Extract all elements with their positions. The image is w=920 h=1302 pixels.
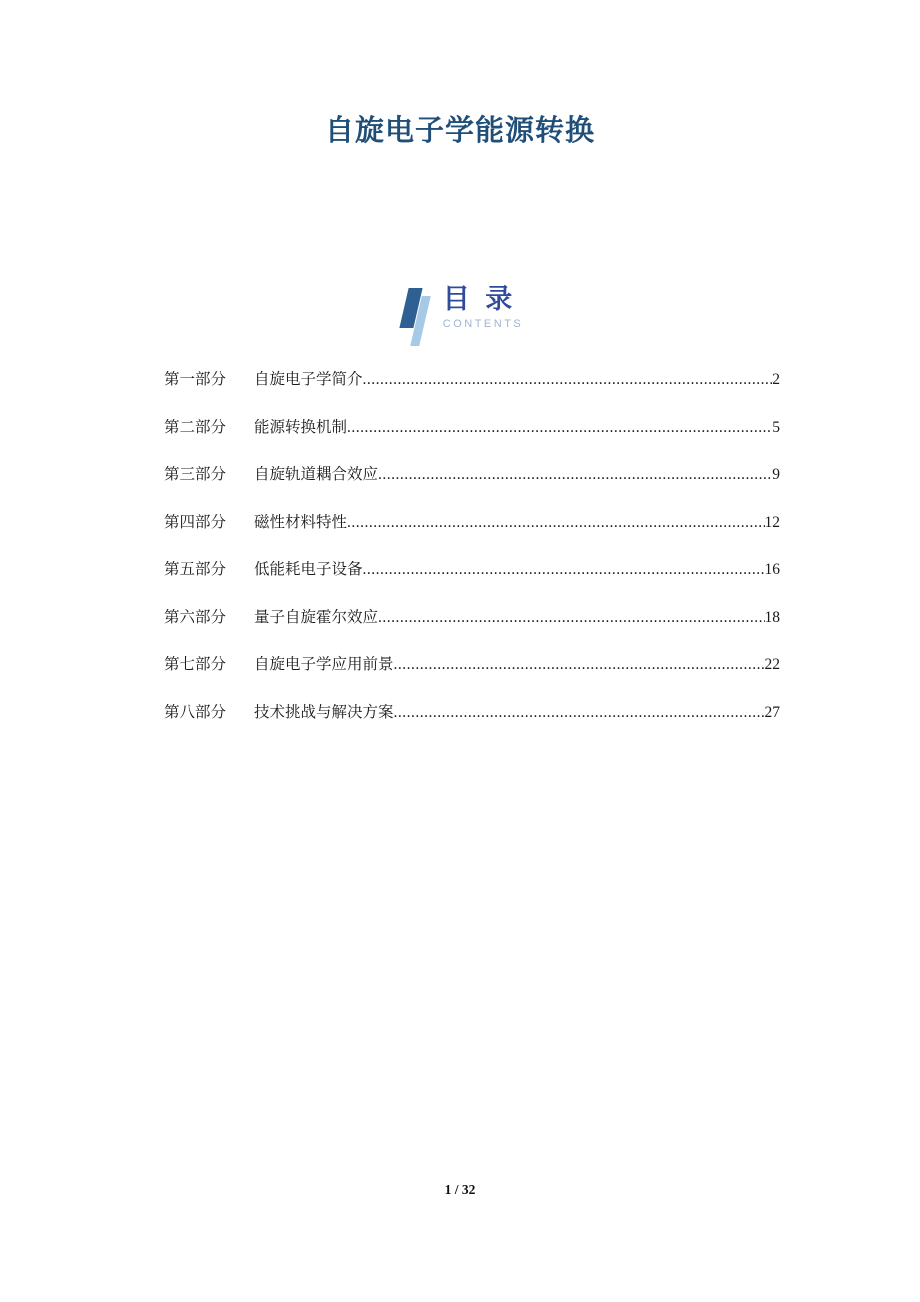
toc-dot-leader <box>363 561 765 577</box>
toc-entry[interactable] <box>164 462 780 510</box>
toc-entry-page: 22 <box>764 656 780 673</box>
toc-dot-leader <box>347 419 772 435</box>
toc-entry-label: 第一部分 <box>164 371 227 388</box>
toc-entry[interactable] <box>164 367 780 415</box>
toc-entry-title: 量子自旋霍尔效应 <box>254 608 379 626</box>
toc-entry[interactable] <box>164 510 780 558</box>
toc-entry-title: 技术挑战与解决方案 <box>254 703 394 721</box>
toc-list <box>164 367 780 747</box>
toc-dot-leader <box>394 656 765 672</box>
toc-heading-group <box>443 285 524 330</box>
toc-entry-label: 第七部分 <box>164 656 227 673</box>
toc-entry-page: 12 <box>764 513 780 531</box>
toc-entry-page: 16 <box>764 561 780 578</box>
document-title: 自旋电子学能源转换 <box>324 115 595 147</box>
toc-entry-title: 磁性材料特性 <box>254 513 348 531</box>
toc-entry-title: 能源转换机制 <box>254 418 348 436</box>
toc-entry-title: 自旋电子学简介 <box>254 371 363 388</box>
toc-dot-leader <box>378 466 772 482</box>
toc-dot-leader <box>378 609 764 625</box>
toc-dot-leader <box>394 704 765 720</box>
toc-entry-label: 第三部分 <box>164 466 227 483</box>
toc-entry-label: 第四部分 <box>164 513 227 531</box>
toc-entry[interactable] <box>164 652 780 700</box>
toc-entry-title: 自旋轨道耦合效应 <box>254 466 379 483</box>
page-number-indicator: 1 / 32 <box>444 1182 476 1197</box>
toc-entry-label: 第二部分 <box>164 418 227 436</box>
toc-header <box>0 285 920 349</box>
toc-entry[interactable] <box>164 415 780 463</box>
toc-dot-leader <box>347 514 764 530</box>
toc-entry-page: 18 <box>764 608 780 626</box>
slanted-bookmark-bars-icon <box>397 285 435 349</box>
toc-entry[interactable] <box>164 700 780 748</box>
toc-heading: 目 录 <box>442 284 517 314</box>
toc-dot-leader <box>363 371 773 387</box>
toc-entry[interactable] <box>164 557 780 605</box>
toc-entry-label: 第六部分 <box>164 608 227 626</box>
toc-entry-page: 27 <box>764 703 780 721</box>
toc-entry-page: 5 <box>772 418 780 436</box>
toc-entry-title: 低能耗电子设备 <box>254 561 363 578</box>
toc-entry-page: 2 <box>772 371 780 388</box>
toc-entry-label: 第八部分 <box>164 703 227 721</box>
toc-entry[interactable] <box>164 605 780 653</box>
toc-entry-label: 第五部分 <box>164 561 227 578</box>
toc-heading-subtitle: CONTENTS <box>442 317 524 330</box>
toc-entry-page: 9 <box>772 466 780 483</box>
toc-entry-title: 自旋电子学应用前景 <box>254 656 394 673</box>
